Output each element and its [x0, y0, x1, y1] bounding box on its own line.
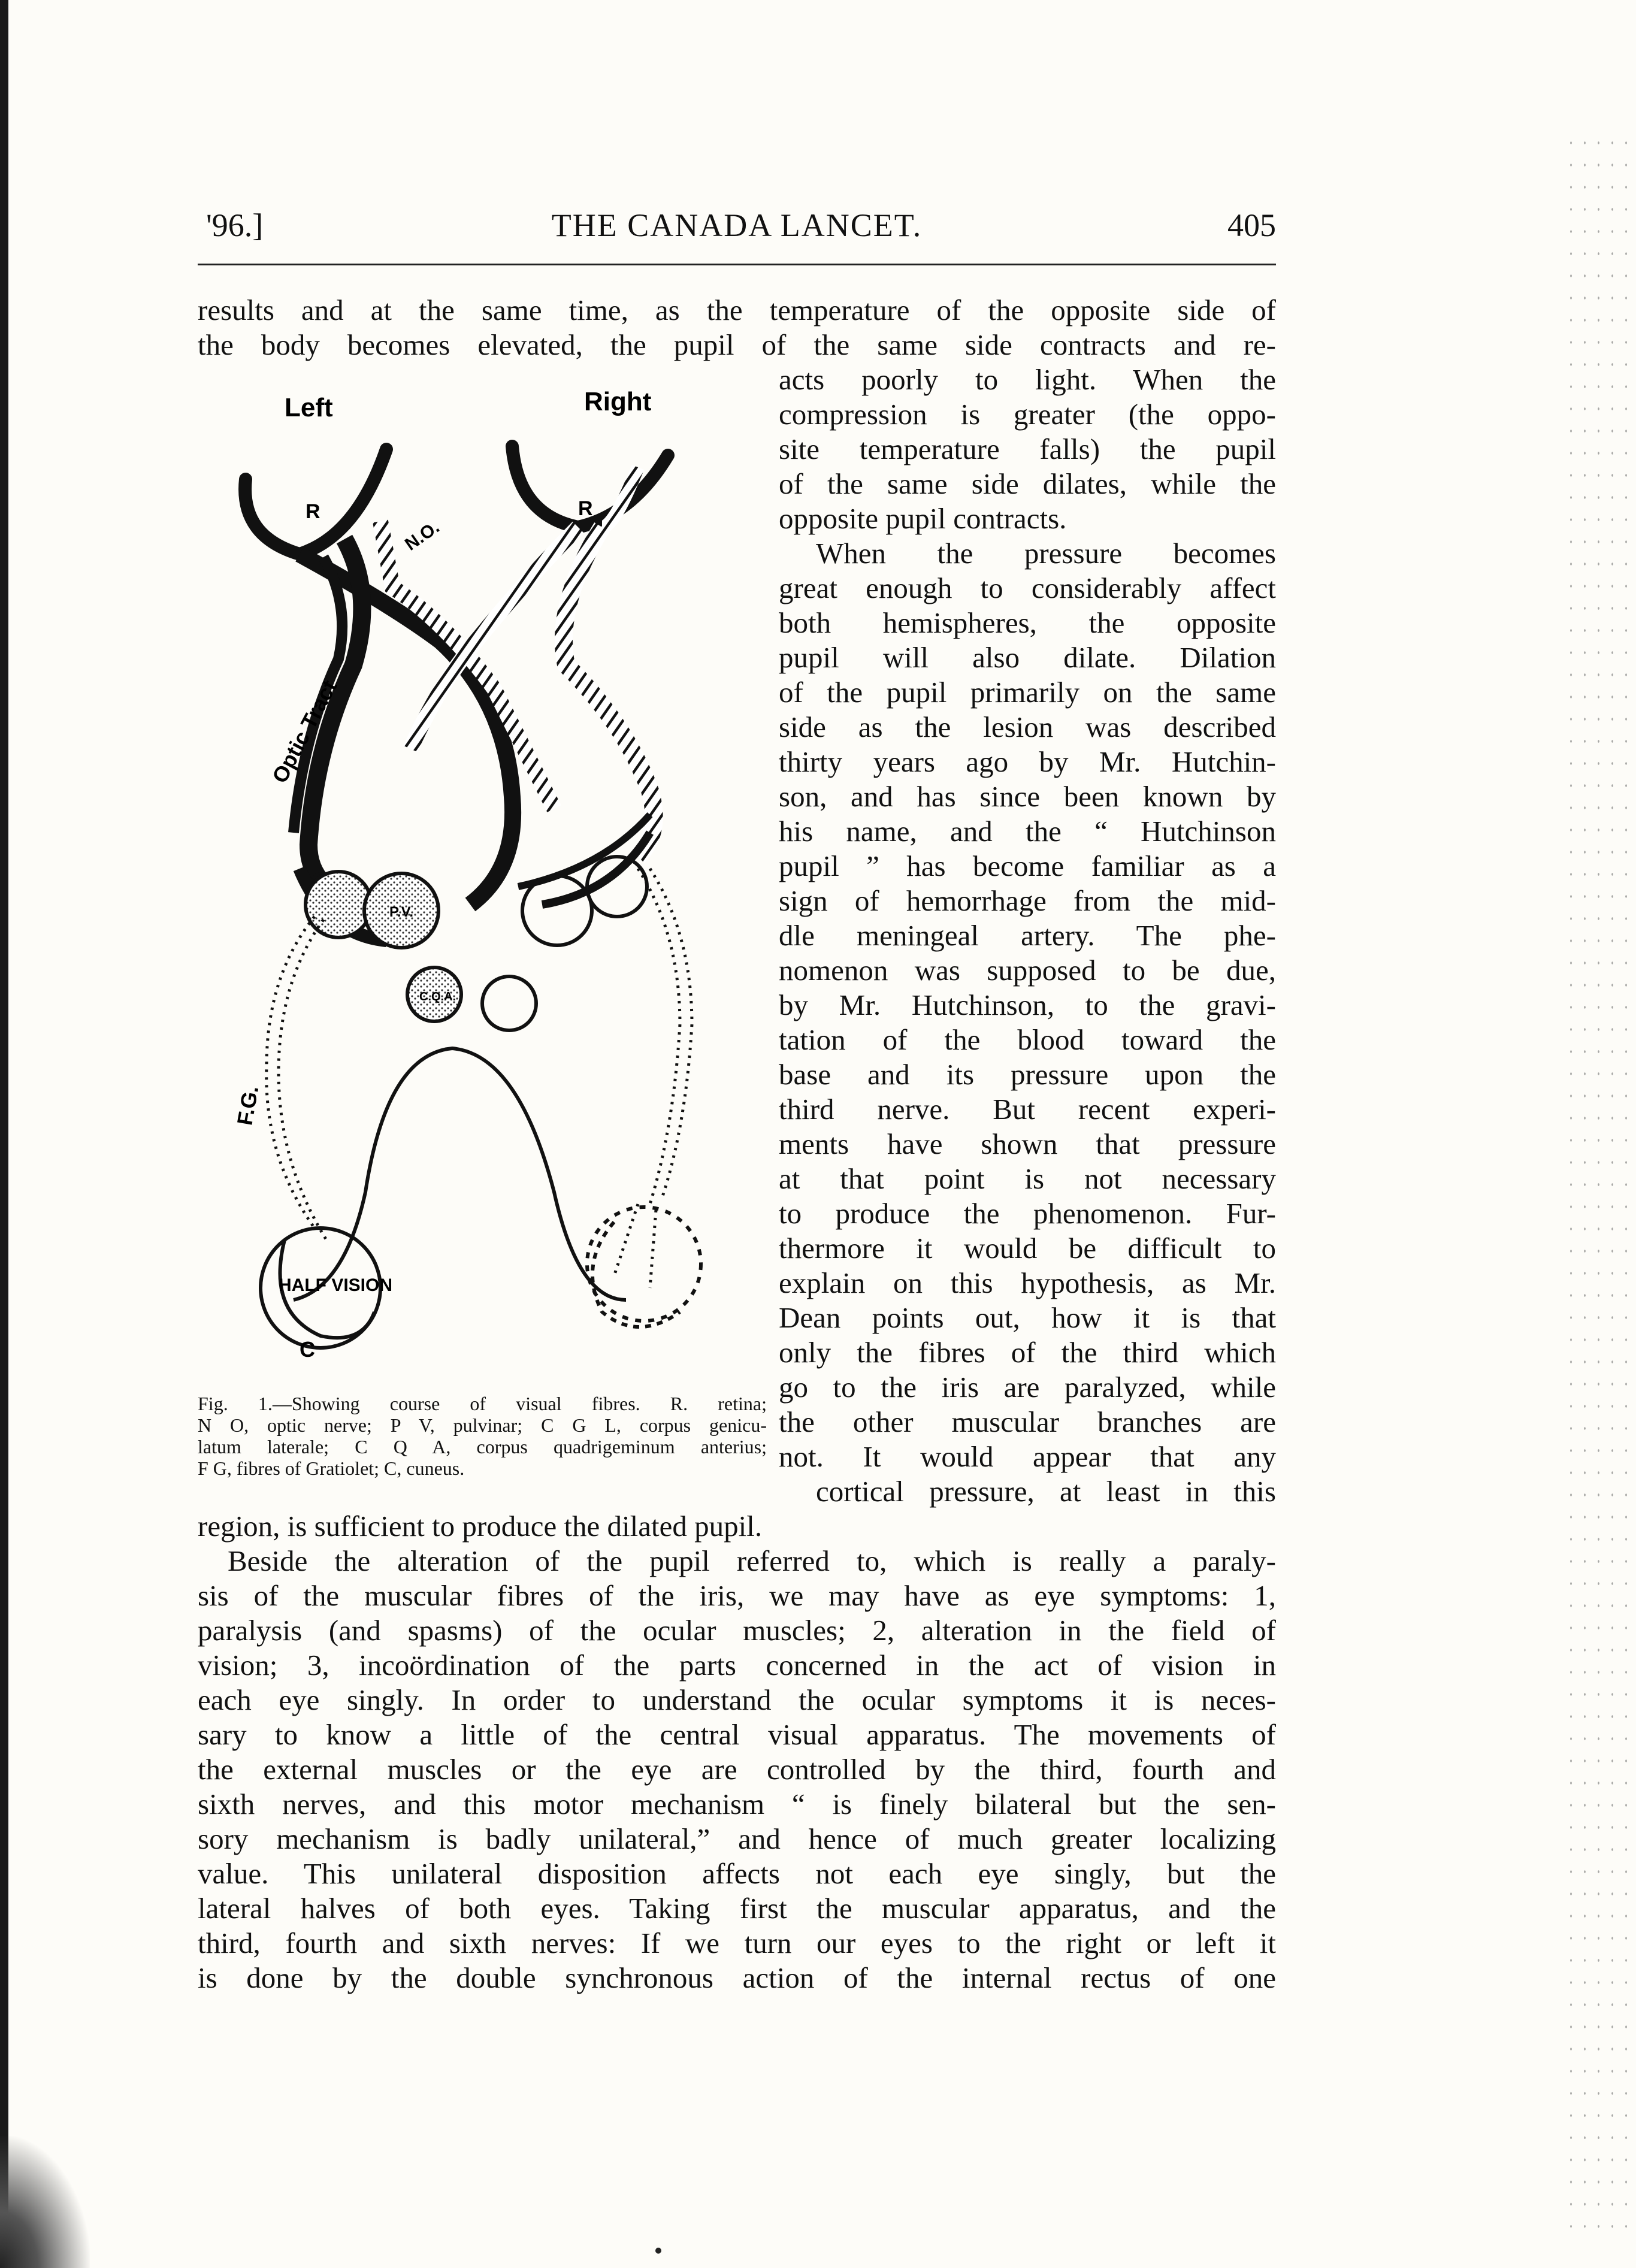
text-line: compression is greater (the oppo-: [779, 398, 1276, 431]
visual-pathway-figure: [195, 377, 770, 1384]
journal-title: THE CANADA LANCET.: [551, 207, 923, 243]
page-number: 405: [1227, 207, 1276, 243]
text-line: at that point is not necessary: [779, 1162, 1276, 1195]
text-line: pupil ” has become familiar as a: [779, 849, 1276, 882]
label-retina-left: R: [306, 500, 320, 523]
figure-caption: [198, 1393, 767, 1479]
text-line: sory mechanism is badly unilateral,” and hence of much greater localizing: [198, 1822, 1276, 1855]
label-cqa: C.Q.A.: [419, 990, 456, 1003]
text-line: sis of the muscular fibres of the iris, we may have as eye symptoms: 1,: [198, 1579, 1276, 1612]
text-line: of the same side dilates, while the: [779, 467, 1276, 500]
left-geniculate-body: [306, 872, 371, 938]
page-edge-shadow: [0, 0, 8, 2268]
text-line: Beside the alteration of the pupil referred to, which is really a paraly-: [228, 1544, 1276, 1577]
text-line: explain on this hypothesis, as Mr.: [779, 1266, 1276, 1299]
text-line: to produce the phenomenon. Fur-: [779, 1197, 1276, 1230]
text-line: only the fibres of the third which: [779, 1336, 1276, 1369]
text-line: go to the iris are paralyzed, while: [779, 1371, 1276, 1404]
text-line: thermore it would be difficult to: [779, 1232, 1276, 1265]
text-line: paralysis (and spasms) of the ocular muscles; 2, alteration in the field of: [198, 1614, 1276, 1647]
text-line: opposite pupil contracts.: [779, 502, 1067, 535]
text-line: When the pressure becomes: [816, 537, 1276, 570]
label-right: Right: [584, 387, 652, 416]
text-line: the external muscles or the eye are controlled by the third, fourth and: [198, 1753, 1276, 1786]
text-line: value. This unilateral disposition affects not each eye singly, but the: [198, 1857, 1276, 1890]
text-line: tation of the blood toward the: [779, 1023, 1276, 1056]
text-line: sixth nerves, and this motor mechanism “ is finely bilateral but the sen-: [198, 1788, 1276, 1821]
text-line: thirty years ago by Mr. Hutchin-: [779, 745, 1276, 778]
text-line: the body becomes elevated, the pupil of the same side contracts and re-: [198, 328, 1276, 361]
text-line: ments have shown that pressure: [779, 1127, 1276, 1160]
text-line: each eye singly. In order to understand the ocular symptoms it is neces-: [198, 1683, 1276, 1716]
label-fibres-gratiolet: F.G.: [232, 1084, 264, 1127]
text-line: site temperature falls) the pupil: [779, 433, 1276, 465]
label-optic-nerve: N.O.: [401, 517, 443, 555]
text-line: pupil will also dilate. Dilation: [779, 641, 1276, 674]
text-line: of the pupil primarily on the same: [779, 676, 1276, 709]
running-header: [198, 207, 1276, 249]
header-volume: '96.]: [206, 207, 264, 243]
text-line: results and at the same time, as the temperature of the opposite side of: [198, 294, 1276, 326]
header-rule: [198, 264, 1276, 265]
text-line: Dean points out, how it is that: [779, 1301, 1276, 1334]
label-pulvinar: P.V.: [389, 904, 414, 920]
text-line: sign of hemorrhage from the mid-: [779, 884, 1276, 917]
text-line: not. It would appear that any: [779, 1440, 1276, 1473]
text-line: great enough to considerably affect: [779, 571, 1276, 604]
text-line: the other muscular branches are: [779, 1405, 1276, 1438]
visual-pathway-diagram: [195, 377, 770, 1384]
text-line: by Mr. Hutchinson, to the gravi-: [779, 988, 1276, 1021]
caption-line: latum laterale; C Q A, corpus quadrigeminum anterius;: [198, 1436, 767, 1457]
text-line: base and its pressure upon the: [779, 1058, 1276, 1091]
right-pulvinar: [522, 876, 592, 945]
label-optic-tract: Optic Tract: [267, 676, 342, 787]
label-half-vision: HALF VISION: [279, 1275, 393, 1295]
print-speck: [655, 2248, 661, 2254]
text-line: his name, and the “ Hutchinson: [779, 815, 1276, 848]
text-line: nomenon was supposed to be due,: [779, 954, 1276, 987]
caption-line: F G, fibres of Gratiolet; C, cuneus.: [198, 1457, 465, 1479]
text-line: region, is sufficient to produce the dilated pupil.: [198, 1510, 763, 1543]
text-line: vision; 3, incoördination of the parts concerned in the act of vision in: [198, 1649, 1276, 1682]
label-cuneus: C: [300, 1337, 315, 1362]
text-line: lateral halves of both eyes. Taking first the muscular apparatus, and the: [198, 1892, 1276, 1925]
caption-line: Fig. 1.—Showing course of visual fibres. R. retina;: [198, 1393, 767, 1414]
right-nuclei: [482, 857, 647, 1030]
text-line: side as the lesion was described: [779, 710, 1276, 743]
text-line: son, and has since been known by: [779, 780, 1276, 813]
page-edge-specks: [1564, 132, 1636, 2228]
page-corner-shadow: [0, 2136, 90, 2268]
label-retina-right: R: [578, 497, 593, 520]
text-line: third, fourth and sixth nerves: If we turn our eyes to the right or left it: [198, 1927, 1276, 1959]
right-quadrigeminal-body: [482, 976, 536, 1030]
text-line: both hemispheres, the opposite: [779, 606, 1276, 639]
label-left: Left: [285, 393, 333, 422]
text-line: is done by the double synchronous action of the internal rectus of one: [198, 1961, 1276, 1994]
text-line: third nerve. But recent experi-: [779, 1093, 1276, 1126]
text-line: cortical pressure, at least in this: [816, 1475, 1276, 1508]
right-cuneus-circle: [587, 1207, 701, 1321]
text-line: sary to know a little of the central visual apparatus. The movements of: [198, 1718, 1276, 1751]
caption-line: N O, optic nerve; P V, pulvinar; C G L, corpus genicu-: [198, 1414, 767, 1436]
text-line: dle meningeal artery. The phe-: [779, 919, 1276, 952]
text-line: acts poorly to light. When the: [779, 363, 1276, 396]
